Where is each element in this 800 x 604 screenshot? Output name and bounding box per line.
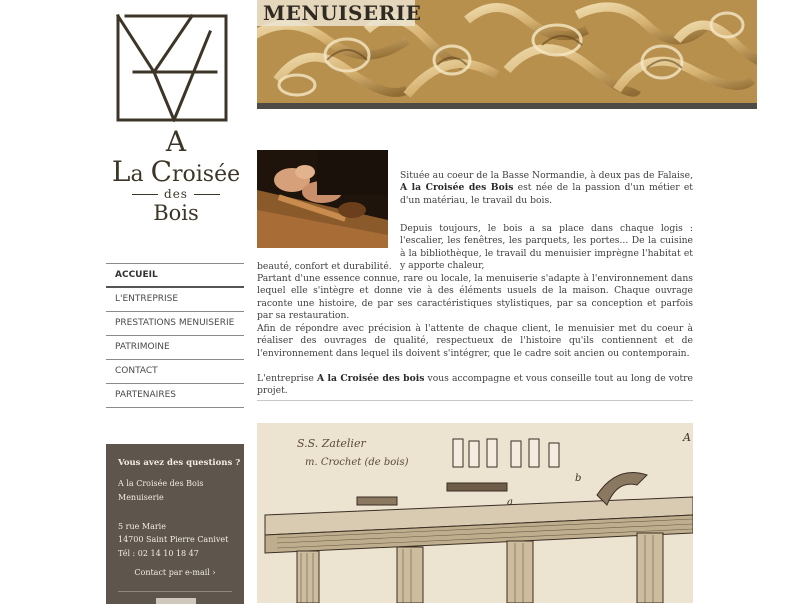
nav-item-prestations[interactable]: PRESTATIONS MENUISERIE <box>106 312 244 336</box>
nav-item-entreprise[interactable]: L'ENTREPRISE <box>106 288 244 312</box>
contact-city: 14700 Saint Pierre Canivet <box>118 535 229 544</box>
logo-monogram-icon <box>114 12 238 124</box>
content-divider <box>257 400 693 401</box>
paragraph-essence: Partant d'une essence connue, rare ou locale, la menuiserie s'adapte à l'environnement dans lequel elle s'intègre et donne vie à des éléments usuels de la maison. Chaque ouvrage raconte une histoire, de par ses caractéristiques stylistiques, par sa conception et parfois par sa restauration. <box>257 273 693 322</box>
engraving-caption-1: S.S. Zatelier <box>297 437 366 450</box>
intro-paragraph: Située au coeur de la Basse Normandie, à deux pas de Falaise, A la Croisée des Bois est née de la passion d'un métier et d'un matériau, le travail du bois. <box>400 170 694 206</box>
logo-line-a: A <box>165 125 187 158</box>
engraving-letter-b: b <box>575 473 582 484</box>
contact-activity: Menuiserie <box>118 493 164 502</box>
nav-item-patrimoine[interactable]: PATRIMOINE <box>106 336 244 360</box>
nav-item-partenaires[interactable]: PARTENAIRES <box>106 384 244 408</box>
paragraph-tradition-end: beauté, confort et durabilité. <box>257 261 392 272</box>
paragraph-quality: Afin de répondre avec précision à l'attente de chaque client, le menuisier met du coeur à réaliser des ouvrages de qualité, respectueux de l'histoire qu'ils contiennent et de l'environnement dans lequel ils doivent s'intégrer, que le cadre soit ancien ou contemporain. <box>257 323 693 359</box>
contact-bottom-widget <box>156 598 196 604</box>
contact-divider <box>118 591 232 592</box>
engraving-letter-small-a: a <box>507 497 513 508</box>
logo-line-croisee: La Croisée <box>111 155 241 188</box>
main-navigation <box>106 263 244 408</box>
logo-line-des: des <box>106 188 246 200</box>
site-logo[interactable] <box>106 10 246 225</box>
contact-question: Vous avez des questions ? <box>118 458 241 468</box>
logo-line-bois: Bois <box>153 201 199 225</box>
contact-email-link[interactable]: Contact par e-mail › <box>134 568 216 577</box>
carpenter-hands-photo <box>257 150 388 248</box>
banner-underline-bar <box>257 103 757 109</box>
contact-phone[interactable]: Tél : 02 14 10 18 47 <box>118 549 199 558</box>
engraving-letter-a: A <box>683 431 691 444</box>
engraving-caption-2: m. Crochet (de bois) <box>305 457 409 468</box>
paragraph-tradition: Depuis toujours, le bois a sa place dans chaque logis : l'escalier, les fenêtres, les parquets, les portes... De la cuisine à la bibliothèque, le travail du menuisier imprègne l'habitat et y apporte chaleur, <box>400 223 693 272</box>
contact-box <box>106 444 244 604</box>
contact-street: 5 rue Marie <box>118 522 166 531</box>
nav-item-contact[interactable]: CONTACT <box>106 360 244 384</box>
nav-item-accueil[interactable]: ACCUEIL <box>106 263 244 288</box>
paragraph-support: L'entreprise A la Croisée des bois vous accompagne et vous conseille tout au long de votre projet. <box>257 373 693 397</box>
contact-company: A la Croisée des Bois <box>118 479 204 488</box>
page-title: MENUISERIE <box>263 1 422 25</box>
workbench-engraving-image <box>257 423 693 603</box>
